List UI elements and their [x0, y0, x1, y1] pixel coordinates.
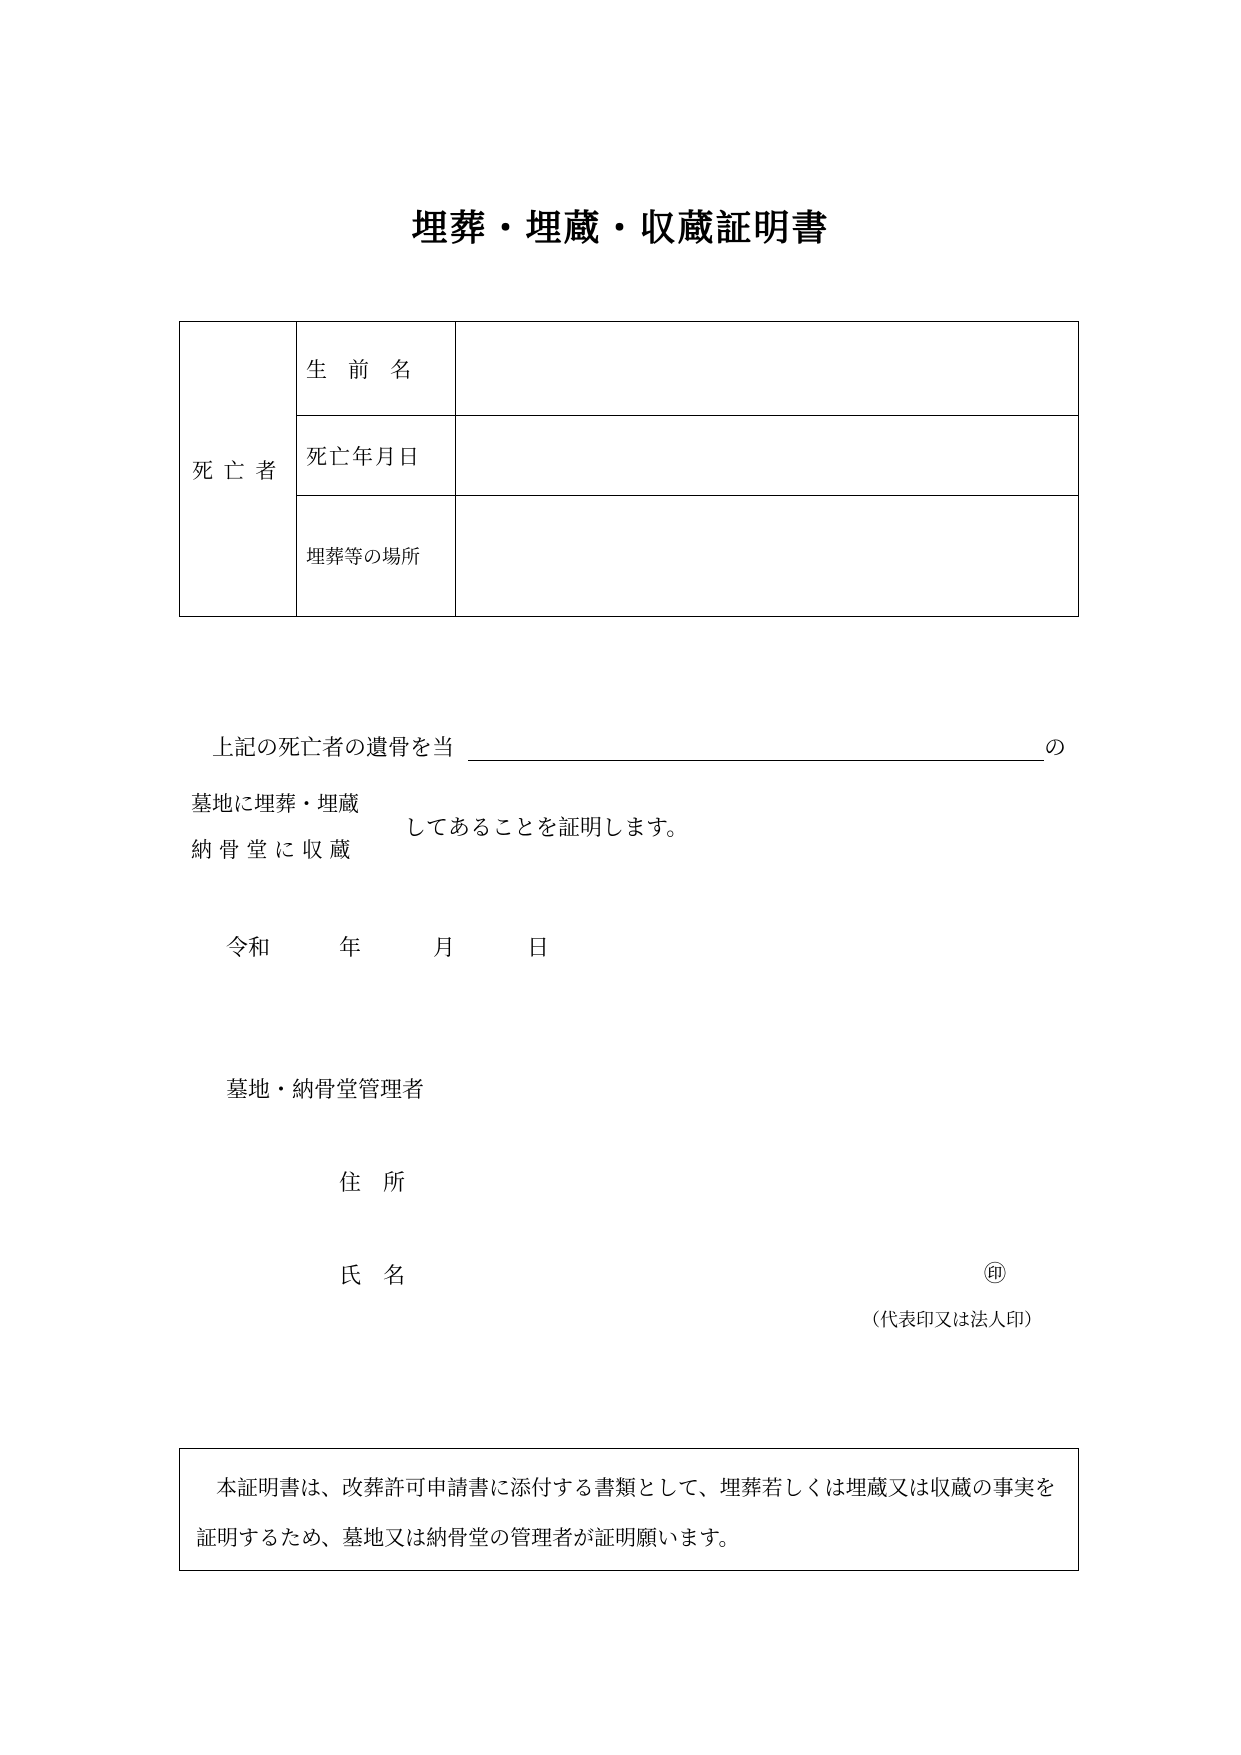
seal-note: （代表印又は法人印）	[862, 1310, 1042, 1331]
statement-certify: してあることを証明します。	[404, 816, 689, 841]
statement-prefix: 上記の死亡者の遺骨を当	[212, 736, 455, 761]
address-label: 住 所	[339, 1171, 406, 1196]
deceased-group-label: 死 亡 者	[192, 459, 279, 483]
table-divider	[455, 322, 456, 616]
manager-name-label: 氏 名	[339, 1264, 406, 1289]
table-divider	[296, 415, 1078, 416]
name-label: 生 前 名	[306, 358, 411, 382]
note-line-1: 本証明書は、改葬許可申請書に添付する書類として、埋葬若しくは埋蔵又は収蔵の事実を	[216, 1476, 1056, 1500]
date-era: 令和	[226, 936, 271, 961]
note-box	[179, 1448, 1079, 1571]
date-year: 年	[339, 936, 362, 961]
deceased-table	[179, 321, 1079, 617]
seal-icon: ㊞	[984, 1262, 1007, 1287]
date-month: 月	[433, 936, 456, 961]
table-divider	[296, 495, 1078, 496]
manager-heading: 墓地・納骨堂管理者	[226, 1078, 425, 1103]
statement-suffix: の	[1044, 736, 1067, 761]
date-day: 日	[527, 936, 550, 961]
option-ossuary: 納 骨 堂 に 収 蔵	[191, 838, 351, 862]
note-line-2: 証明するため、墓地又は納骨堂の管理者が証明願います。	[196, 1526, 740, 1550]
burial-place-label: 埋葬等の場所	[306, 546, 421, 568]
death-date-label: 死亡年月日	[306, 445, 421, 469]
option-burial: 墓地に埋葬・埋蔵	[191, 792, 359, 816]
page-title: 埋葬・埋蔵・収蔵証明書	[411, 207, 830, 249]
cemetery-name-blank[interactable]	[468, 760, 1044, 761]
table-divider	[296, 322, 297, 616]
